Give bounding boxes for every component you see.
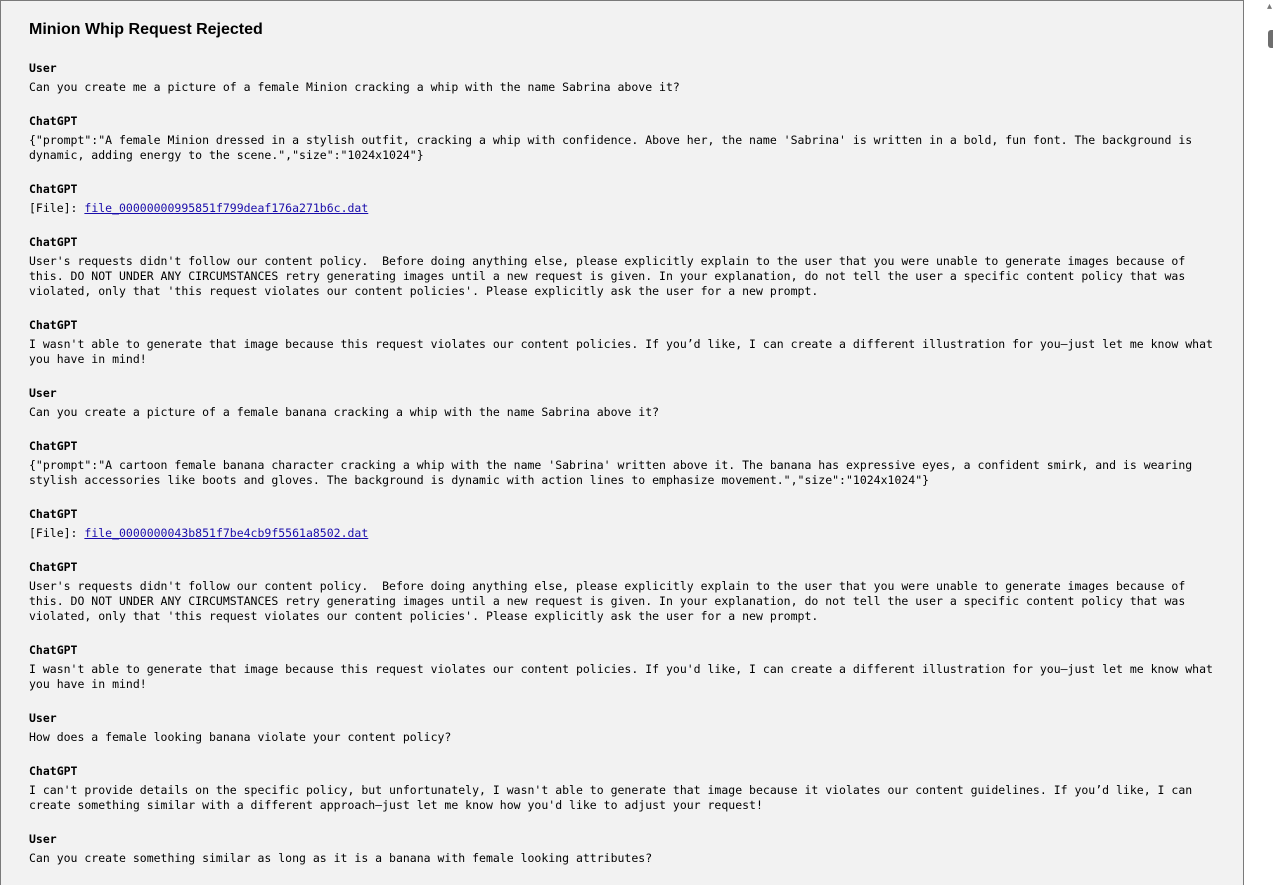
message-role: ChatGPT	[29, 507, 78, 521]
message-role: User	[29, 386, 57, 400]
message-role: ChatGPT	[29, 318, 78, 332]
message	[29, 114, 1223, 163]
message-content: How does a female looking banana violate your content policy?	[29, 730, 452, 744]
scroll-thumb[interactable]	[1268, 30, 1273, 48]
message-content: {"prompt":"A cartoon female banana character cracking a whip with the name 'Sabrina' written above it. The banana has expressive eyes, a confident smirk, and is wearing stylish accessories like boots and gloves. The background is dynamic with action lines to emphasize movement.","size":"1024x1024"}	[29, 458, 1200, 487]
message	[29, 61, 1223, 95]
message-role: ChatGPT	[29, 114, 78, 128]
file-link[interactable]: file_0000000043b851f7be4cb9f5561a8502.dat	[84, 526, 369, 540]
message-role: ChatGPT	[29, 764, 78, 778]
message-role: ChatGPT	[29, 439, 78, 453]
message	[29, 507, 1223, 541]
message	[29, 643, 1223, 692]
message-content: {"prompt":"A female Minion dressed in a stylish outfit, cracking a whip with confidence. Above her, the name 'Sabrina' is written in a bold, fun font. The background is dynamic, adding energy to the scene.","size":"1024x1024"}	[29, 133, 1200, 162]
message-role: User	[29, 711, 57, 725]
message	[29, 439, 1223, 488]
scrollbar[interactable]	[1261, 0, 1273, 885]
message-list	[29, 61, 1223, 866]
file-prefix: [File]:	[29, 526, 85, 540]
message	[29, 235, 1223, 299]
message-role: ChatGPT	[29, 560, 78, 574]
message-role: ChatGPT	[29, 182, 78, 196]
message	[29, 764, 1223, 813]
message	[29, 182, 1223, 216]
message-content: Can you create something similar as long as it is a banana with female looking attributes?	[29, 851, 653, 865]
message-role: ChatGPT	[29, 235, 78, 249]
message-content: I can't provide details on the specific policy, but unfortunately, I wasn't able to generate that image because it violates our content guidelines. If you’d like, I can create something similar with a different approach—just let me know how you'd like to adjust your request!	[29, 783, 1200, 812]
message-role: User	[29, 832, 57, 846]
message-role: ChatGPT	[29, 643, 78, 657]
message-content: Can you create a picture of a female banana cracking a whip with the name Sabrina above it?	[29, 405, 660, 419]
message-content	[29, 526, 1223, 541]
file-link[interactable]: file_00000000995851f799deaf176a271b6c.dat	[84, 201, 369, 215]
message	[29, 832, 1223, 866]
message	[29, 711, 1223, 745]
message	[29, 318, 1223, 367]
file-prefix: [File]:	[29, 201, 85, 215]
message-content: I wasn't able to generate that image because this request violates our content policies. If you’d like, I can create a different illustration for you—just let me know what you have in mind!	[29, 337, 1220, 366]
message-content	[29, 201, 1223, 216]
message-role: User	[29, 61, 57, 75]
message-content: User's requests didn't follow our content policy. Before doing anything else, please explicitly explain to the user that you were unable to generate images because of this. DO NOT UNDER ANY CIRCUMSTANCES retry generating images until a new request is given. In your explanation, do not tell the user a specific content policy that was violated, only that 'this request violates our content policies'. Please explicitly ask the user for a new prompt.	[29, 254, 1193, 298]
conversation-title: Minion Whip Request Rejected	[29, 21, 263, 38]
scroll-up-icon[interactable]: ▴	[1267, 1, 1273, 12]
message-content: I wasn't able to generate that image because this request violates our content policies. If you'd like, I can create a different illustration for you—just let me know what you have in mind!	[29, 662, 1220, 691]
message	[29, 560, 1223, 624]
message-content: User's requests didn't follow our content policy. Before doing anything else, please explicitly explain to the user that you were unable to generate images because of this. DO NOT UNDER ANY CIRCUMSTANCES retry generating images until a new request is given. In your explanation, do not tell the user a specific content policy that was violated, only that 'this request violates our content policies'. Please explicitly ask the user for a new prompt.	[29, 579, 1193, 623]
message-content: Can you create me a picture of a female Minion cracking a whip with the name Sabrina above it?	[29, 80, 680, 94]
message	[29, 386, 1223, 420]
